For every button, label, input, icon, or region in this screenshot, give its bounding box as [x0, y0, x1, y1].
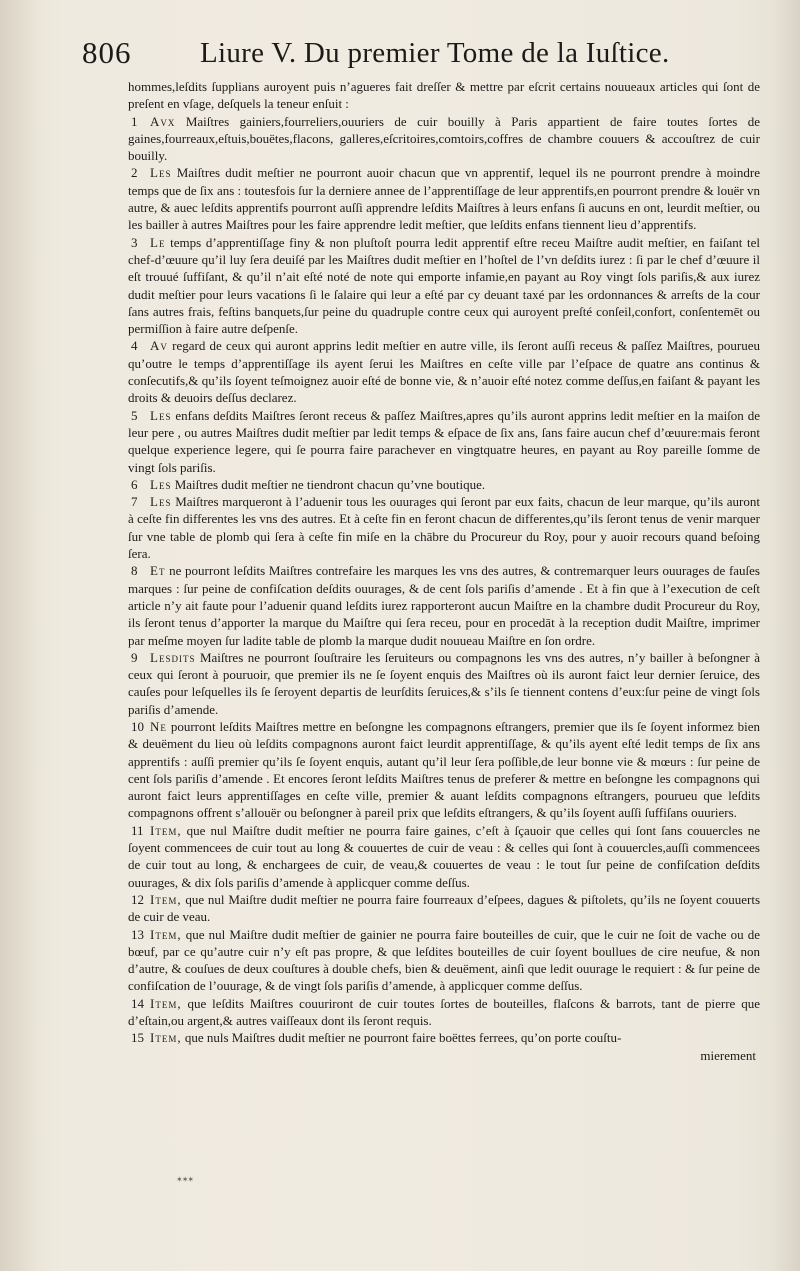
- article-number: 2: [131, 165, 138, 181]
- article-paragraph: [128, 476, 760, 493]
- article-paragraph: [128, 718, 760, 822]
- page-header: [82, 34, 722, 80]
- article-number: 13: [131, 926, 144, 942]
- article-text: que nul Maiſtre dudit meſtier de gainier ne pourra faire bouteilles de cuir, que le cuir ne ſoit de vache ou de bœuf, par ce qu’autre cuir n’y eſt pas propre, & que leſdites bouteilles de cuir ſoyent boullues de cire neufue, & non d’autre, & couſues de deux couſtures à double chefs, bien & deuëment, ainſi que ledit ouurage le requiert : & ſur peine de confiſcation de l’ouurage, & de vingt ſols pariſis d’amende, à applicquer comme deſſus.: [128, 926, 760, 994]
- article-opening-word: Av: [150, 338, 168, 354]
- article-number: 15: [131, 1030, 144, 1046]
- article-paragraph: [128, 891, 760, 926]
- article-opening-word: Le: [150, 234, 166, 250]
- article-opening-word: Item,: [150, 891, 182, 907]
- article-opening-word: Et: [150, 563, 166, 579]
- article-paragraph: [128, 493, 760, 562]
- page-number: 806: [82, 35, 132, 70]
- printer-ornament-icon: ✶✶✶: [176, 1175, 194, 1184]
- article-number: 5: [131, 407, 138, 423]
- article-paragraph: [128, 164, 760, 233]
- article-paragraph: [128, 562, 760, 648]
- article-paragraph: [128, 926, 760, 995]
- article-paragraph: [128, 649, 760, 718]
- article-text: Maiſtres marqueront à l’aduenir tous les ouurages qui ſeront par eux faits, chacun de leur marque, qu’ils auront à ceſte fin differentes les vns des autres. Et à ceſte fin en feront chacun de differentes,qu’ils ſeront tenus de venir marquer ſur vne table de plomb qui ſera à ceſte fin miſe en la chābre du Procureur du Roy, pour y auoir recours quand beſoing ſera.: [128, 494, 761, 562]
- article-opening-word: Item,: [150, 926, 182, 942]
- article-number: 3: [131, 234, 138, 250]
- article-number: 9: [131, 649, 138, 665]
- article-paragraph: [128, 1029, 760, 1046]
- article-text: Maiſtres dudit meſtier ne tiendront chacun qu’vne boutique.: [174, 476, 486, 492]
- article-paragraph: [128, 113, 760, 165]
- catchword: mierement: [700, 1047, 756, 1063]
- article-text: Maiſtres dudit meſtier ne pourront auoir chacun que vn apprentif, lequel ils ne pourront prendre à moindre temps que de ſix ans : toutesfois ſur la derniere annee de l’apprentiſſage de leur apprentifs,en pourront prendre & louër vn autre, & auec leſdits apprentifs pourront auſſi apprendre leſdits Maiſtres à leurs enfans ſi aucuns en ont, leurdit meſtier, ou les bailler à autres Maiſtres pour les faire apprendre ledit meſtier, que leſdits enfans tiennent lieu d’apprentifs.: [128, 165, 761, 233]
- article-text: Maiſtres gainiers,fourreliers,ouuriers de cuir bouilly à Paris appartient de faire toutes ſortes de gaines,fourreaux,eſtuis,bouëtes,flacons, galleres,eſcritoires,comtoirs,coffres de chambre couuers & accouſtrez de cuir bouilly.: [128, 113, 761, 164]
- article-opening-word: Item,: [150, 822, 182, 838]
- article-text-block: [128, 78, 760, 1064]
- article-paragraph: [128, 822, 760, 891]
- article-opening-word: Ne: [150, 718, 167, 734]
- article-paragraph: [128, 337, 760, 406]
- article-opening-word: Les: [150, 494, 172, 510]
- article-opening-word: Item,: [150, 1030, 182, 1046]
- article-text: pourront leſdits Maiſtres mettre en beſongne les compagnons eſtrangers, premier que ils ſe ſoyent informez bien & deuëment du lieu où leſdits compagnons auront faict leurdit apprentiſſage, & qu’ils ayent eſté ledit temps de ſix ans apprentifs : auſſi premier qu’ils ſe ſoyent enquis, autant qu’il leur ſera poſſible,de leur bonne vie & mœurs : ſur peine de cent ſols pariſis d’amende . Et encores ſeront leſdits Maiſtres tenus de preferer & mettre en beſongne les compagnons qui auront faict leurs apprentiſſages en ceſte ville, premier & auant leſdits compagnons eſtrangers, pourueu que leſdits compagnons offrent s’allouër ou beſongner à pareil prix que leſdits eſtrangers, & qu’ils ſoyent auſſi ſuffiſans ouuriers.: [128, 718, 761, 821]
- article-number: 12: [131, 891, 144, 907]
- article-opening-word: Lesdits: [150, 649, 196, 665]
- article-opening-word: Les: [150, 476, 172, 492]
- article-number: 8: [131, 563, 138, 579]
- article-opening-word: Les: [150, 165, 172, 181]
- article-number: 4: [131, 338, 138, 354]
- article-opening-word: Item,: [150, 995, 182, 1011]
- article-number: 11: [131, 822, 144, 838]
- article-number: 6: [131, 476, 138, 492]
- article-paragraph: [128, 407, 760, 476]
- article-opening-word: Avx: [150, 113, 176, 129]
- article-text: que nuls Maiſtres dudit meſtier ne pourront faire boëttes ferrees, qu’on porte couſtu-: [184, 1030, 622, 1046]
- running-title: Liure V. Du premier Tome de la Iuſtice.: [200, 37, 670, 69]
- article-text: Maiſtres ne pourront ſouſtraire les ſeruiteurs ou compagnons les vns des autres, n’y bailler à beſongner à ceux qui ſeront à pouruoir, que premier ils ne ſe ſoyent enquis des Maiſtres où ils auront faict leur dernier ſeruice, des cauſes pour leſquelles ils ſe ſeroyent departis de leurſdits ſeruices,& s’ils ſe tiennent contens d’eux:ſur peine de vingt ſols pariſis d’amende.: [128, 649, 760, 717]
- article-paragraph: [128, 234, 760, 338]
- article-text: temps d’apprentiſſage finy & non pluſtoſt pourra ledit apprentif eſtre receu Maiſtre audit meſtier, en faiſant tel chef-d’œuure qu’il luy ſera deuiſé par les Maiſtres dudit meſtier en l’hoſtel de l’vn deſdits iurez : ſi par le chef d’œuure il eſt trouué ſuffiſant, & qu’il n’ait eſté noté de note qui emporte infamie,en payant au Roy vingt ſols pariſis,& aux iurez dudit meſtier pour leurs vacations ſi le ſalaire qui leur a eſté par cy deuant taxé par les ordonnances & arreſts de la cour ſans autres frais, feſtins banquets,ſur peine du quadruple contre ceux qui auroyent preſté conſeil,confort, conſentemēt ou permiſſion à faire autre deſpenſe.: [128, 234, 761, 337]
- article-text: que leſdits Maiſtres couuriront de cuir toutes ſortes de bouteilles, flaſcons & barrots, tant de pierre que d’eſtain,ou argent,& autres vaiſſeaux dont ils ſeront requis.: [128, 995, 761, 1029]
- article-number: 10: [131, 718, 144, 734]
- article-text: que nul Maiſtre dudit meſtier ne pourra faire fourreaux d’eſpees, dagues & piſtolets, qu’ils ne ſoyent couuerts de cuir de veau.: [128, 891, 761, 925]
- article-number: 14: [131, 995, 144, 1011]
- article-number: 7: [131, 494, 138, 510]
- article-number: 1: [131, 113, 138, 129]
- article-paragraph: [128, 995, 760, 1030]
- page-binding-shadow: [0, 0, 40, 1271]
- intro-paragraph: hommes,leſdits ſupplians auroyent puis n’agueres fait dreſſer & mettre par eſcrit certains nouueaux articles qui ſont de preſent en vſage, deſquels la teneur enſuit :: [128, 79, 760, 112]
- page-edge-shadow: [772, 0, 800, 1271]
- article-text: regard de ceux qui auront apprins ledit meſtier en autre ville, ils ſeront auſſi receus & paſſez Maiſtres, pourueu qu’outre le temps d’apprentiſſage ils ayent ſerui les Maiſtres en ceſte ville par l’eſpace de quatre ans continus & conſecutifs,& qu’ils ſoyent teſmoignez auoir eſté de bonne vie, & n’auoir eſté notez comme deſſus,en faiſant & payant les droits & deuoirs deſſus declarez.: [128, 338, 761, 406]
- article-text: ne pourront leſdits Maiſtres contrefaire les marques les vns des autres, & contremarquer leurs ouurages de fauſes marques : ſur peine de confiſcation deſdits ouurages, & de cent ſols pariſis d’amende . Et à fin que à l’execution de ceſt article n’y ait faute pour l’aduenir quand leſdits iurez rapporteront aucun Maiſtre en la chambre dudit Procureur du Roy, ils ſeront tenus d’apporter la marque du Maiſtre qui ſera receu, pour en procedāt à la reception dudit Maiſtre, imprimer par meſme moyen ſur ladite table de plomb la marque dudit nouueau Maiſtre en ſon ordre.: [128, 563, 760, 648]
- article-text: que nul Maiſtre dudit meſtier ne pourra faire gaines, c’eſt à ſçauoir que celles qui ſont ſans couuercles ne ſoyent commencees de cuir tout au long & couuertes de cuir de veau : & celles qui ſont à couuercles,auſſi commencees de cuir tout au long, & enchargees de cuir, de veau,& couuertes de veau : le tout ſur peine de confiſcation deſdits ouurages, & dix ſols pariſis d’amende à applicquer comme deſſus.: [128, 822, 760, 890]
- article-opening-word: Les: [150, 407, 172, 423]
- article-text: enfans deſdits Maiſtres ſeront receus & paſſez Maiſtres,apres qu’ils auront apprins ledit meſtier en la maiſon de leur pere , ou autres Maiſtres dudit meſtier par ledit temps & eſpace de ſix ans, ſans faire aucun chef d’œuure:mais feront quelque experience legere, qui ſe pourra faire parachever en vingtquatre heures, en payant au Roy pareille ſomme de vingt ſols pariſis.: [128, 407, 761, 475]
